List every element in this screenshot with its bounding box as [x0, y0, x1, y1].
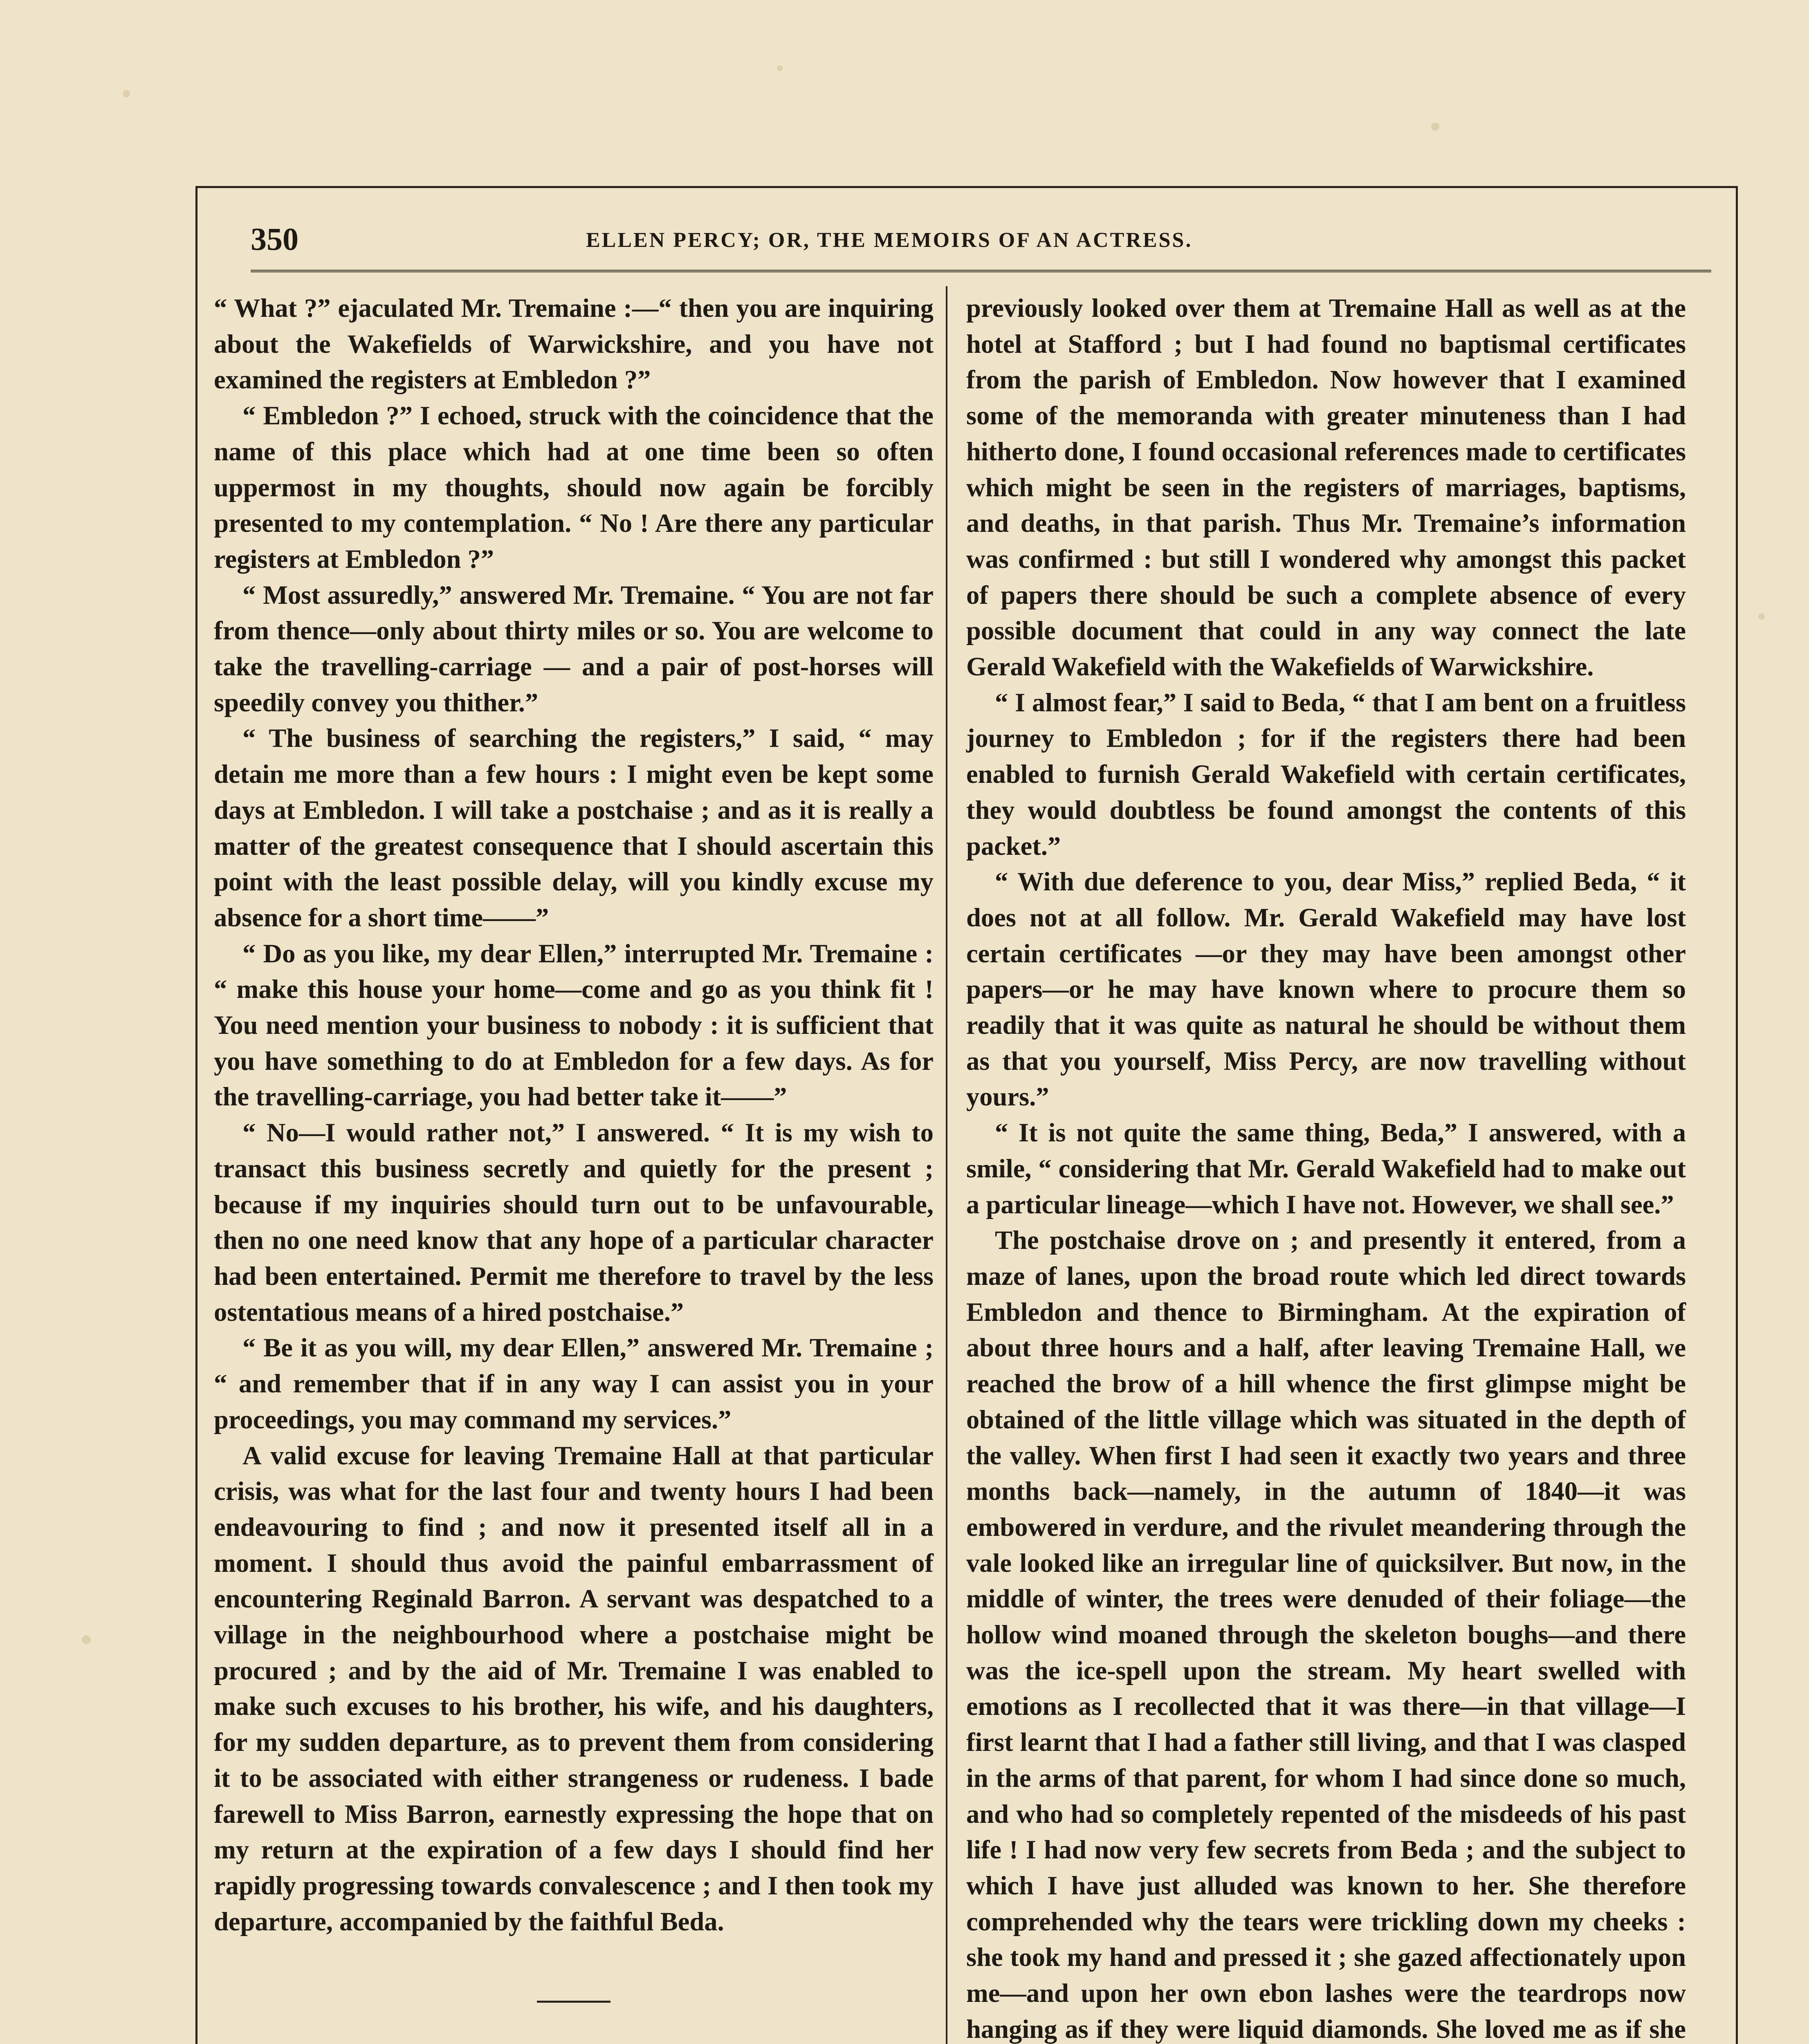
paragraph: “ It is not quite the same thing, Beda,” I answered, with a smile, “ considering that Mr. Gerald Wakefield had to make out a particular lineage—which I have not. However, we shall see.” — [966, 1118, 1686, 1219]
page-header — [251, 221, 1711, 272]
paper-speck — [82, 1635, 91, 1644]
paragraph: “ Most assuredly,” answered Mr. Tremaine. “ You are not far from thence—only about thirty miles or so. You are welcome to take the travelling-carriage — and a pair of post-horses will speedily convey you thither.” — [214, 580, 934, 717]
page-frame — [195, 186, 1738, 2044]
paragraph: “ Do as you like, my dear Ellen,” interrupted Mr. Tremaine : “ make this house your home—come and go as you think fit ! You need mention your business to nobody : it is sufficient that you have something to do at Embledon for a few days. As for the travelling-carriage, you had better take it——” — [214, 939, 934, 1112]
paragraph: The postchaise drove on ; and presently it entered, from a maze of lanes, upon the broad route which led direct towards Embledon and thence to Birmingham. At the expiration of about three hours and a half, after leaving Tremaine Hall, we reached the brow of a hill whence the first glimpse might be obtained of the little village which was situated in the depth of the valley. When first I had seen it exactly two years and three months back—namely, in the autumn of 1840—it was embowered in verdure, and the rivulet meandering through the vale looked like an irregular line of quicksilver. But now, in the middle of winter, the trees were denuded of their foliage—the hollow wind moaned through the skeleton boughs—and there was the ice-spell upon the stream. My heart swelled with emotions as I recollected that it was there—in that village—I first learnt that I had a father still living, and that I was clasped in the arms of that parent, for whom I had since done so much, and who had so completely repented of the misdeeds of his past life ! I had now very few secrets from Beda ; and the subject to which I have just alluded was known to her. She therefore comprehended why the tears were trickling down my cheeks : she took my hand and pressed it ; she gazed affectionately upon me—and upon her own ebon lashes were the teardrops now hanging as if they were liquid diamonds. She loved me as if she — [966, 1226, 1686, 2044]
paper-speck — [1758, 613, 1765, 620]
paragraph: “ I almost fear,” I said to Beda, “ that I am bent on a fruitless journey to Embledon ; for if the registers there had been enabled to furnish Gerald Wakefield with certain certificates, they would doubtless be found amongst the contents of this packet.” — [966, 688, 1686, 861]
left-column — [214, 290, 934, 2044]
page-number: 350 — [251, 221, 299, 257]
paragraph: “ Embledon ?” I echoed, struck with the coincidence that the name of this place which had at one time been so often uppermost in my thoughts, should now again be forcibly presented to my contemplation. “ No ! Are there any particular registers at Embledon ?” — [214, 401, 934, 574]
paragraph: A valid excuse for leaving Tremaine Hall at that particular crisis, was what for the last four and twenty hours I had been endeavouring to find ; and now it presented itself all in a moment. I should thus avoid the painful embarrassment of encountering Reginald Barron. A servant was despatched to a village in the neighbourhood where a postchaise might be procured ; and by the aid of Mr. Tremaine I was enabled to make such excuses to his brother, his wife, and his daughters, for my sudden departure, as to prevent them from considering it to be associated with either strangeness or rudeness. I bade farewell to Miss Barron, earnestly expressing the hope that on my return at the expiration of a few days I should find her rapidly progressing towards convalescence ; and I then took my departure, accompanied by the faithful Beda. — [214, 1441, 934, 1936]
paragraph: “ What ?” ejaculated Mr. Tremaine :—“ then you are inquiring about the Wakefields of Warwickshire, and you have not examined the registers at Embledon ?” — [214, 294, 934, 394]
paper-speck — [777, 65, 783, 71]
running-head: ELLEN PERCY; OR, THE MEMOIRS OF AN ACTRESS. — [586, 229, 1193, 252]
paragraph: “ The business of searching the registers,” I said, “ may detain me more than a few hours : I might even be kept some days at Embledon. I will take a postchaise ; and as it is really a matter of the greatest consequence that I should ascertain this point with the least possible delay, will you kindly excuse my absence for a short time——” — [214, 724, 934, 932]
chapter-divider-rule — [537, 2001, 610, 2003]
paragraph: “ No—I would rather not,” I answered. “ It is my wish to transact this business secretly and quietly for the present ; because if my inquiries should turn out to be unfavourable, then no one need know that any hope of a particular character had been entertained. Permit me therefore to travel by the less ostentatious means of a hired postchaise.” — [214, 1118, 934, 1327]
right-column — [966, 290, 1686, 2044]
paragraph: “ Be it as you will, my dear Ellen,” answered Mr. Tremaine ; “ and remember that if in any way I can assist you in your proceedings, you may command my services.” — [214, 1333, 934, 1434]
paper-speck — [1431, 123, 1439, 131]
column-divider — [946, 286, 947, 2044]
paragraph: “ With due deference to you, dear Miss,” replied Beda, “ it does not at all follow. Mr. Gerald Wakefield may have lost certain certificates —or they may have been amongst other papers—or he may have known where to procure them so readily that it was quite as natural he should be without them as that you yourself, Miss Percy, are now travelling without yours.” — [966, 867, 1686, 1112]
paragraph: previously looked over them at Tremaine Hall as well as at the hotel at Stafford ; but I had found no baptismal certificates from the parish of Embledon. Now however that I examined some of the memoranda with greater minuteness than I had hitherto done, I found occasional references made to certificates which might be seen in the registers of marriages, baptisms, and deaths, in that parish. Thus Mr. Tremaine’s information was confirmed : but still I wondered why amongst this packet of papers there should be such a complete absence of every possible document that could in any way connect the late Gerald Wakefield with the Wakefields of Warwickshire. — [966, 294, 1686, 681]
paper-speck — [123, 90, 130, 97]
